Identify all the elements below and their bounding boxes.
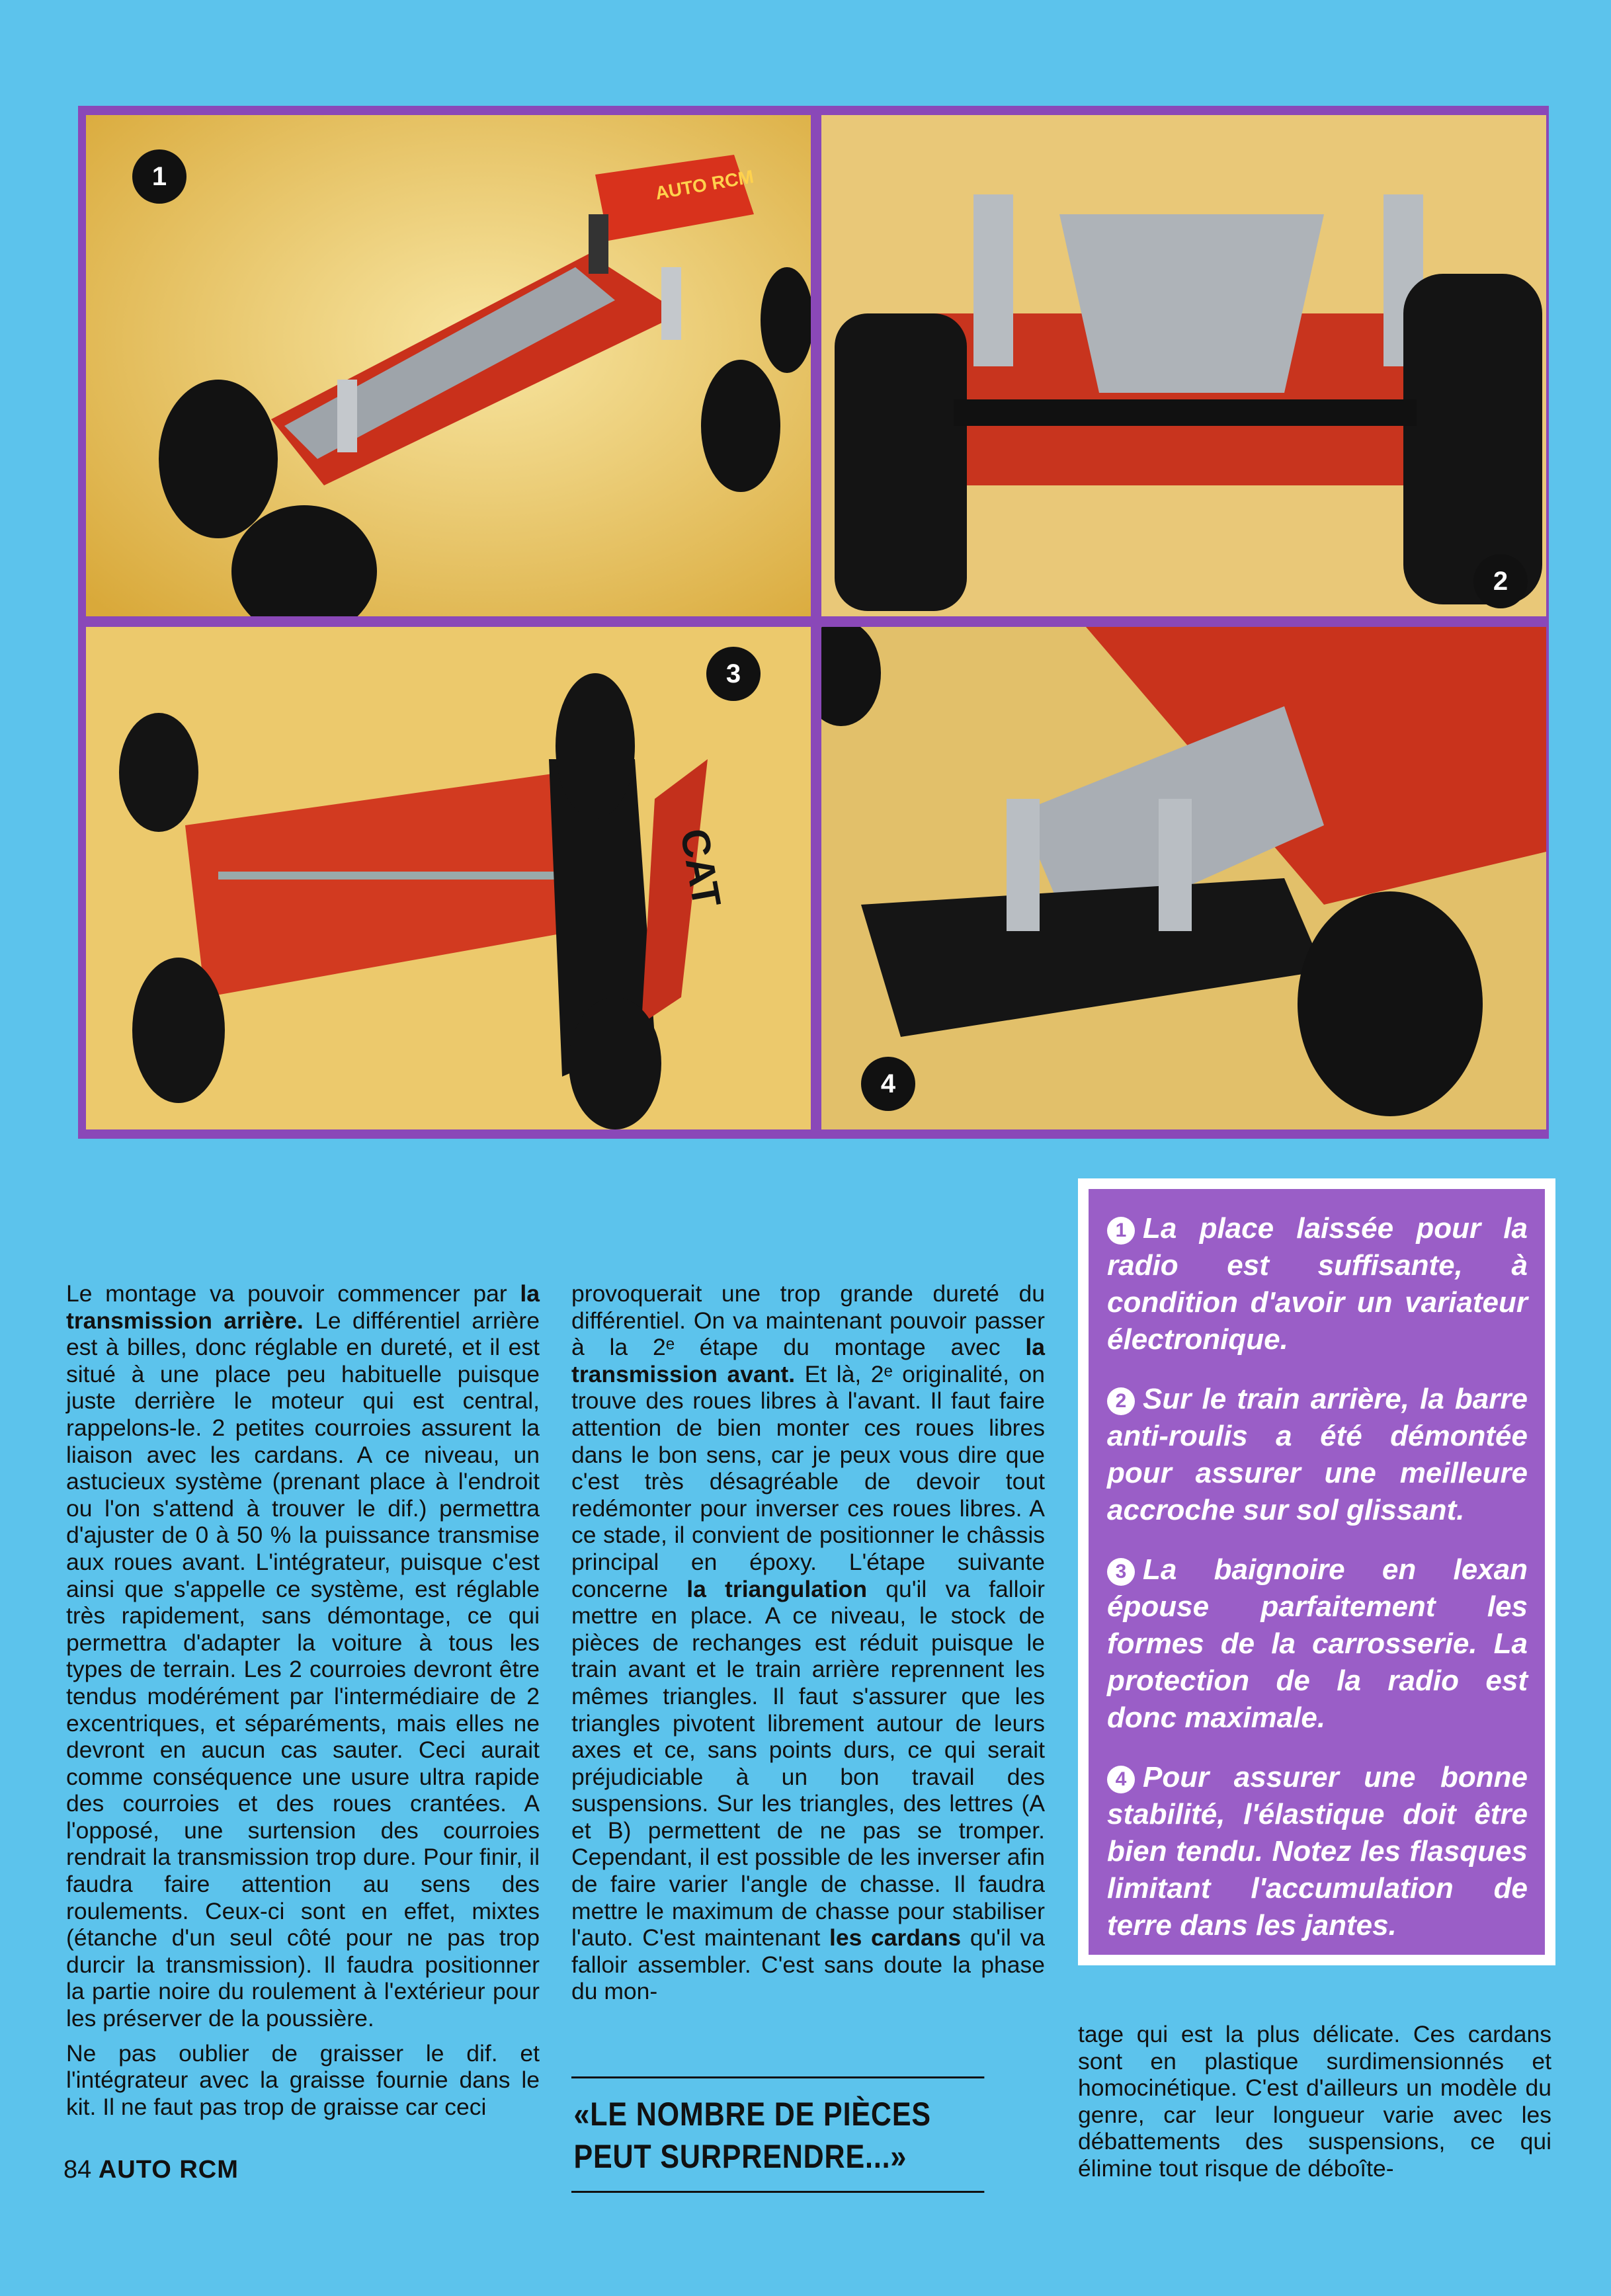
photo-3-buggy-underside xyxy=(86,627,811,1129)
pull-quote xyxy=(571,2076,984,2193)
column-1-bold-rear-transmission: la transmission arrière. xyxy=(66,1280,540,1334)
photo-4-image xyxy=(821,627,1546,1129)
column-2-text-g: qu'il va falloir assembler. C'est sans doute la phase du mon- xyxy=(571,1924,1046,2005)
caption-3 xyxy=(1107,1551,1528,1737)
page-footer xyxy=(63,2156,239,2184)
photo-2-number-badge: 2 xyxy=(1473,554,1528,608)
caption-3-text: La baignoire en lexan épouse parfaitement les formes de la carrosserie. La protection de la radio est donc maximale. xyxy=(1107,1553,1528,1734)
page-number: 84 xyxy=(63,2156,92,2184)
article-column-1 xyxy=(66,1280,540,2128)
photo-1-buggy-side xyxy=(86,115,811,616)
caption-4-text: Pour assurer une bonne stabilité, l'élastique doit être bien tendu. Notez les flasques limitant l'accumulation de terre dans les jantes. xyxy=(1107,1761,1528,1942)
pull-quote-line-2: PEUT SURPRENDRE...» xyxy=(573,2138,907,2175)
caption-1-number: 1 xyxy=(1107,1217,1135,1245)
photo-2-image xyxy=(821,115,1546,616)
photo-grid xyxy=(78,106,1549,1139)
caption-2 xyxy=(1107,1381,1528,1529)
photo-4-number-badge: 4 xyxy=(861,1057,915,1111)
photo-4-front-suspension xyxy=(821,627,1546,1129)
column-2-text-e: qu'il va falloir mettre en place. A ce niveau, le stock de pièces de rechanges est réduit puisque le train avant et le train arrière reprennent les mêmes triangles. Il faut s'assurer que les triangles pivotent librement autour de leurs axes et ce, sans points durs, ce qui serait préjudiciable à un bon travail des suspensions. Sur les triangles, des lettres (A et B) permettent de ne pas se tromper. Cependant, il est possible de les inverser afin de faire varier l'angle de chasse. Il faudra mettre le maximum de chasse pour stabiliser l'auto. C'est maintenant xyxy=(571,1575,1045,1951)
article-column-3 xyxy=(1078,2021,1551,2190)
caption-4-number: 4 xyxy=(1107,1766,1135,1793)
column-2-paragraph xyxy=(571,1280,1045,2005)
photo-3-number-badge: 3 xyxy=(706,647,761,701)
caption-3-number: 3 xyxy=(1107,1558,1135,1586)
column-1-paragraph-2: Ne pas oublier de graisser le dif. et l'intégrateur avec la graisse fournie dans le kit. Il ne faut pas trop de graisse car ceci xyxy=(66,2039,540,2120)
column-1-paragraph-1 xyxy=(66,1280,540,2032)
photo-2-rear-suspension xyxy=(821,115,1546,616)
caption-1 xyxy=(1107,1210,1528,1358)
magazine-name: AUTO RCM xyxy=(98,2156,239,2184)
pull-quote-line-1: «LE NOMBRE DE PIÈCES xyxy=(573,2096,931,2133)
caption-4 xyxy=(1107,1759,1528,1944)
column-3-paragraph: tage qui est la plus délicate. Ces cardans sont en plastique surdimensionnés et homocinétique. C'est d'ailleurs un modèle du genre, car leur longueur varie avec les débattements des suspensions, ce qui élimine tout risque de déboîte- xyxy=(1078,2021,1551,2182)
column-2-bold-cardans: les cardans xyxy=(829,1924,962,1951)
article-column-2 xyxy=(571,1280,1045,2013)
column-2-bold-front-transmission: la transmission avant. xyxy=(571,1334,1045,1387)
column-2-text-a: provoquerait une trop grande dureté du différentiel. On va maintenant pouvoir passer à la 2ᵉ étape du montage avec xyxy=(571,1280,1045,1361)
photo-captions-box xyxy=(1078,1178,1555,1965)
column-2-bold-triangulation: la triangulation xyxy=(686,1575,868,1602)
photo-1-number-badge: 1 xyxy=(132,149,186,204)
column-1-text-a: Le montage va pouvoir commencer par xyxy=(66,1280,520,1307)
column-2-text-c: Et là, 2ᵉ originalité, on trouve des roues libres à l'avant. Il faut faire attention de bien monter ces roues libres dans le bon sens, car je peux vous dire que c'est très désagréable de devoir tout redémonter pour inverser ces roues libres. A ce stade, il convient de positionner le châssis principal en époxy. L'étape suivante concerne xyxy=(571,1360,1045,1602)
caption-2-number: 2 xyxy=(1107,1387,1135,1415)
photo-3-wing-label: CAT xyxy=(672,825,729,911)
photo-1-wing-label: AUTO RCM xyxy=(653,166,755,204)
caption-2-text: Sur le train arrière, la barre anti-roulis a été démontée pour assurer une meilleure accroche sur sol glissant. xyxy=(1107,1383,1528,1526)
column-1-text-c: Le différentiel arrière est à billes, donc réglable en dureté, et il est situé à une place peu habituelle puisque juste derrière le moteur qui est central, rappelons-le. 2 petites courroies assurent la liaison avec les cardans. A ce niveau, un astucieux système (prenant place à l'endroit ou l'on s'attend à trouver le dif.) permettra d'ajuster de 0 à 50 % la puissance transmise aux roues avant. L'intégrateur, puisque c'est ainsi que s'appelle ce système, est réglable très rapidement, sans démontage, ce qui permettra d'adapter la voiture à tous les types de terrain. Les 2 courroies devront être tendus modérément par l'intermédiaire de 2 excentriques, et séparéments, mais elles ne devront en aucun cas sauter. Ceci aurait comme conséquence une usure ultra rapide des courroies et des roues crantées. A l'opposé, une surtension des courroies rendrait la transmission trop dure. Pour finir, il faudra faire attention au sens des roulements. Ceux-ci sont en effet, mixtes (étanche d'un seul côté pour ne pas trop durcir la transmission). Il faudra positionner la partie noire du roulement à l'extérieur pour les préserver de la poussière. xyxy=(66,1307,540,2032)
photo-captions-panel xyxy=(1089,1189,1545,1955)
caption-1-text: La place laissée pour la radio est suffisante, à condition d'avoir un variateur électronique. xyxy=(1107,1212,1528,1356)
